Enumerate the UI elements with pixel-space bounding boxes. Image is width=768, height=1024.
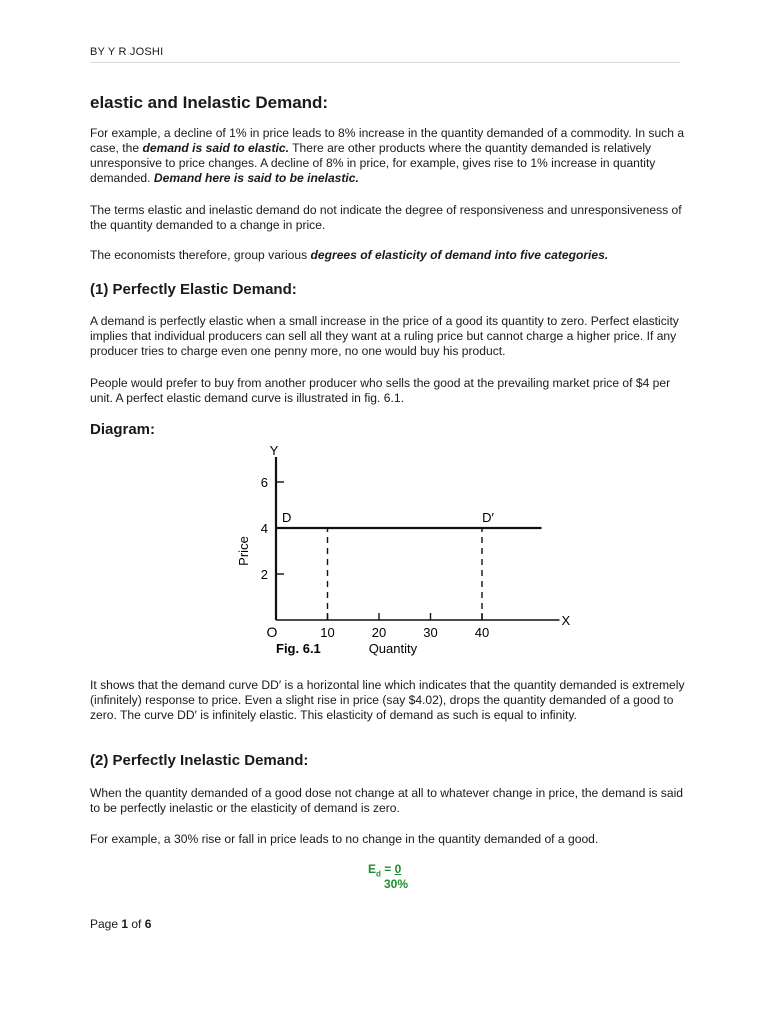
elasticity-formula — [368, 862, 409, 891]
page-title: elastic and Inelastic Demand: — [90, 93, 329, 112]
formula-numerator: 0 — [394, 862, 402, 876]
diagram-label: Diagram: — [90, 421, 156, 438]
formula-equals: = — [380, 862, 395, 876]
section-2-title: (2) Perfectly Inelastic Demand: — [90, 752, 309, 769]
intro-paragraph — [90, 126, 690, 186]
figure-6-1 — [230, 443, 571, 665]
formula-subscript: d — [376, 869, 381, 879]
intro-text-2: There are other products where the quantity demanded is relatively unresponsive to price changes. A decline of 8% in price, for example, gives rise to 1% increase in quantity demanded. — [90, 141, 656, 185]
intro-emphasis-elastic: demand is said to elastic. — [142, 141, 289, 155]
formula-denominator: 30% — [384, 877, 409, 891]
x-tick-label: 10 — [320, 625, 335, 640]
section-1-paragraph-2: People would prefer to buy from another producer who sells the good at the prevailing market price of $4 per unit. A perfect elastic demand curve is illustrated in fig. 6.1. — [90, 376, 671, 405]
section-2-paragraph-1: When the quantity demanded of a good dose not change at all to whatever change in price, the demand is said to be perfectly inelastic or the elasticity of demand is zero. — [90, 786, 683, 815]
y-axis-letter: Y — [269, 443, 279, 458]
categories-text: The economists therefore, group various — [90, 248, 311, 262]
curve-start-label: D — [282, 510, 292, 525]
section-2-paragraph-2: For example, a 30% rise or fall in price leads to no change in the quantity demanded of a good. — [90, 832, 599, 846]
footer-total-pages: 6 — [144, 917, 152, 931]
y-axis-label: Price — [236, 536, 251, 566]
intro-text-1: For example, a decline of 1% in price leads to 8% increase in the quantity demanded of a commodity. In such a case, the — [90, 126, 685, 155]
page-footer — [90, 917, 151, 931]
y-tick-label: 4 — [260, 521, 268, 536]
section-1-paragraph-3: It shows that the demand curve DD′ is a horizontal line which indicates that the quantity demanded is extremely (infinitely) response to price. Even a slight rise in price (say $4.02), drops the quantity demanded of a good to zero. The curve DD′ is infinitely elastic. This elasticity of demand as such is equal to infinity. — [90, 678, 685, 722]
figure-caption: Fig. 6.1 — [276, 641, 321, 656]
y-tick-label: 2 — [260, 567, 268, 582]
section-1-paragraph-1: A demand is perfectly elastic when a small increase in the price of a good its quantity to zero. Perfect elasticity implies that individual producers can sell all they want at a ruling price but cannot charge a higher price. If any producer tries to charge even one penny more, no one would buy his product. — [90, 314, 679, 358]
demand-chart — [230, 443, 571, 665]
x-tick-label: 20 — [371, 625, 387, 640]
terms-paragraph: The terms elastic and inelastic demand do not indicate the degree of responsiveness and unresponsiveness of the quantity demanded to a change in price. — [90, 203, 682, 232]
categories-emphasis: degrees of elasticity of demand into five categories. — [310, 248, 609, 262]
curve-end-label: D′ — [482, 510, 494, 525]
header-author: BY Y R JOSHI — [90, 46, 164, 58]
intro-emphasis-inelastic: Demand here is said to be inelastic. — [153, 171, 359, 185]
x-axis-label: Quantity — [368, 641, 418, 656]
footer-current-page: 1 — [121, 917, 129, 931]
x-axis-letter: X — [561, 613, 571, 628]
footer-middle: of — [128, 917, 145, 931]
section-1-title: (1) Perfectly Elastic Demand: — [90, 281, 297, 298]
y-tick-label: 6 — [260, 475, 268, 490]
x-tick-label: 40 — [474, 625, 490, 640]
categories-paragraph — [90, 248, 690, 263]
formula-lhs: E — [368, 862, 377, 876]
x-tick-label: 30 — [423, 625, 438, 640]
page-header — [90, 46, 680, 63]
origin-label: O — [266, 624, 278, 640]
footer-prefix: Page — [90, 917, 122, 931]
